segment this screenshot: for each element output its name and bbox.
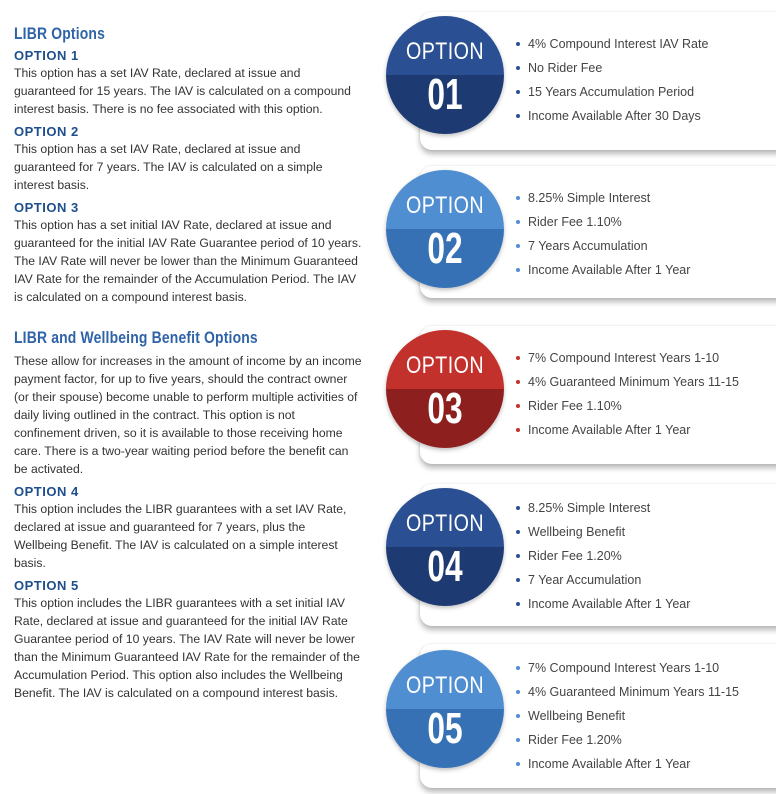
option-description [14, 200, 362, 306]
wellbeing-options-title: LIBR and Wellbeing Benefit Options [14, 328, 258, 347]
libr-options-list [14, 48, 362, 306]
feature-item: 7 Year Accumulation [516, 568, 690, 592]
option-badge-number: 02 [427, 224, 463, 273]
feature-item: Wellbeing Benefit [516, 520, 690, 544]
feature-item: 15 Years Accumulation Period [516, 80, 708, 104]
option-description [14, 578, 362, 702]
option-badge-02 [386, 170, 504, 288]
feature-list [516, 496, 690, 616]
option-badge-word: OPTION [406, 192, 484, 219]
option-badge-word: OPTION [406, 352, 484, 379]
option-badge-number: 03 [427, 384, 463, 433]
feature-item: No Rider Fee [516, 56, 708, 80]
feature-item: Income Available After 30 Days [516, 104, 708, 128]
feature-item: Rider Fee 1.20% [516, 544, 690, 568]
feature-item: 4% Guaranteed Minimum Years 11-15 [516, 680, 739, 704]
feature-item: Rider Fee 1.20% [516, 728, 739, 752]
wellbeing-options-list [14, 484, 362, 702]
feature-item: Income Available After 1 Year [516, 418, 739, 442]
option-badge-05 [386, 650, 504, 768]
option-text: This option includes the LIBR guarantees with a set initial IAV Rate, declared at issue and guaranteed for the initial IAV Rate Guarantee period of 10 years. The IAV Rate will never be lower than the Minimum Guaranteed IAV Rate for the remainder of the Accumulation Period. This option also includes the Wellbeing Benefit. The IAV is calculated on a compound interest basis. [14, 596, 360, 700]
option-heading: OPTION 3 [14, 200, 79, 215]
feature-item: Wellbeing Benefit [516, 704, 739, 728]
option-badge-word: OPTION [406, 510, 484, 537]
option-heading: OPTION 5 [14, 578, 79, 593]
option-badge-03 [386, 330, 504, 448]
feature-list [516, 32, 708, 128]
option-description [14, 48, 362, 118]
feature-item: 7% Compound Interest Years 1-10 [516, 656, 739, 680]
feature-list [516, 346, 739, 442]
feature-item: 8.25% Simple Interest [516, 496, 690, 520]
feature-item: 4% Guaranteed Minimum Years 11-15 [516, 370, 739, 394]
option-text: This option has a set initial IAV Rate, declared at issue and guaranteed for the initial IAV Rate Guarantee period of 10 years. The IAV Rate will never be lower than the Minimum Guaranteed IAV Rate for the remainder of the Accumulation Period. The IAV is calculated on a compound interest basis. [14, 218, 362, 304]
left-column [14, 24, 362, 708]
feature-item: 4% Compound Interest IAV Rate [516, 32, 708, 56]
option-description [14, 484, 362, 572]
option-heading: OPTION 2 [14, 124, 79, 139]
feature-item: Rider Fee 1.10% [516, 210, 690, 234]
feature-item: 8.25% Simple Interest [516, 186, 690, 210]
option-text: This option has a set IAV Rate, declared at issue and guaranteed for 15 years. The IAV is calculated on a compound interest basis. There is no fee associated with this option. [14, 66, 351, 116]
option-badge-number: 01 [427, 70, 463, 119]
feature-item: Rider Fee 1.10% [516, 394, 739, 418]
option-badge-04 [386, 488, 504, 606]
option-badge-01 [386, 16, 504, 134]
option-badge-word: OPTION [406, 38, 484, 65]
feature-item: Income Available After 1 Year [516, 592, 690, 616]
feature-item: Income Available After 1 Year [516, 752, 739, 776]
option-description [14, 124, 362, 194]
feature-item: Income Available After 1 Year [516, 258, 690, 282]
feature-list [516, 656, 739, 776]
feature-item: 7% Compound Interest Years 1-10 [516, 346, 739, 370]
feature-list [516, 186, 690, 282]
option-badge-number: 05 [427, 704, 463, 753]
feature-item: 7 Years Accumulation [516, 234, 690, 258]
libr-options-title: LIBR Options [14, 24, 106, 43]
wellbeing-description: These allow for increases in the amount of income by an income payment factor, for up to five years, should the contract owner (or their spouse) become unable to perform multiple activities of daily living outlined in the contract. This option is not confinement driven, so it is available to those receiving home care. There is a two-year waiting period before the benefit can be activated. [14, 354, 362, 476]
option-text: This option has a set IAV Rate, declared at issue and guaranteed for 7 years. The IAV is calculated on a simple interest basis. [14, 142, 323, 192]
option-badge-number: 04 [427, 542, 463, 591]
option-heading: OPTION 4 [14, 484, 79, 499]
option-heading: OPTION 1 [14, 48, 79, 63]
option-badge-word: OPTION [406, 672, 484, 699]
option-text: This option includes the LIBR guarantees with a set IAV Rate, declared at issue and guaranteed for 7 years, plus the Wellbeing Benefit. The IAV is calculated on a simple interest basis. [14, 502, 347, 570]
